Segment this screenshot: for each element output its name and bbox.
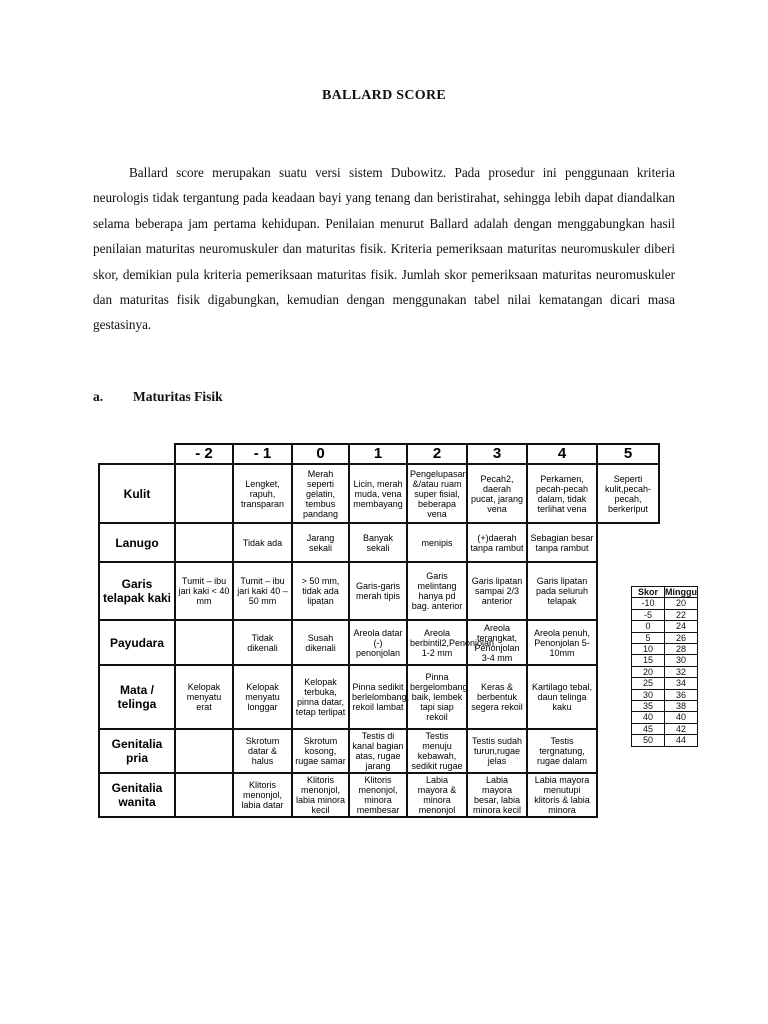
table-row xyxy=(632,632,698,643)
section-number: a. xyxy=(93,389,104,404)
weeks-cell: 24 xyxy=(665,621,698,632)
table-cell: Jarang sekali xyxy=(292,523,349,562)
header-corner xyxy=(99,444,175,464)
table-cell xyxy=(175,464,233,523)
header-score: 2 xyxy=(407,444,467,464)
score-cell: 20 xyxy=(632,666,665,677)
row-label: Mata / telinga xyxy=(99,665,175,729)
weeks-cell: 38 xyxy=(665,701,698,712)
table-cell: Testis sudah turun,rugae jelas xyxy=(467,729,527,773)
weeks-cell: 32 xyxy=(665,666,698,677)
table-row xyxy=(632,678,698,689)
table-row xyxy=(632,609,698,620)
table-cell: Garis melintang hanya pd bag. anterior xyxy=(407,562,467,620)
table-row xyxy=(632,644,698,655)
table-row xyxy=(632,701,698,712)
table-cell: Banyak sekali xyxy=(349,523,407,562)
table-cell: Skrotum datar & halus xyxy=(233,729,292,773)
table-cell: (+)daerah tanpa rambut xyxy=(467,523,527,562)
weeks-cell: 28 xyxy=(665,644,698,655)
score-cell: 35 xyxy=(632,701,665,712)
table-row xyxy=(99,620,659,665)
gestational-age-score-table xyxy=(631,586,698,747)
table-row xyxy=(99,464,659,523)
page-title: BALLARD SCORE xyxy=(321,88,447,103)
table-cell: Merah seperti gelatin, tembus pandang xyxy=(292,464,349,523)
weeks-cell: 34 xyxy=(665,678,698,689)
score-cell: 0 xyxy=(632,621,665,632)
score-cell: 25 xyxy=(632,678,665,689)
header-score: 5 xyxy=(597,444,659,464)
row-label: Genitalia pria xyxy=(99,729,175,773)
table-cell: Kelopak menyatu erat xyxy=(175,665,233,729)
table-cell: Lengket, rapuh, transparan xyxy=(233,464,292,523)
table-cell: Tumit – ibu jari kaki < 40 mm xyxy=(175,562,233,620)
header-score: 4 xyxy=(527,444,597,464)
header-score: - 1 xyxy=(233,444,292,464)
table-cell: Testis menuju kebawah, sedikit rugae xyxy=(407,729,467,773)
table-cell xyxy=(175,729,233,773)
table-cell: Klitoris menonjol, labia datar xyxy=(233,773,292,817)
row-label: Lanugo xyxy=(99,523,175,562)
table-row xyxy=(99,773,659,817)
table-row xyxy=(99,523,659,562)
section-title: Maturitas Fisik xyxy=(133,389,223,404)
table-cell: Skrotum kosong, rugae samar xyxy=(292,729,349,773)
header-score: 1 xyxy=(349,444,407,464)
header-score: 0 xyxy=(292,444,349,464)
table-cell: > 50 mm, tidak ada lipatan xyxy=(292,562,349,620)
weeks-cell: 26 xyxy=(665,632,698,643)
table-cell: Areola datar (-) penonjolan xyxy=(349,620,407,665)
ballard-physical-maturity-table xyxy=(98,443,660,818)
weeks-cell: 40 xyxy=(665,712,698,723)
table-cell: Labia mayora besar, labia minora kecil xyxy=(467,773,527,817)
table-cell: Garis-garis merah tipis xyxy=(349,562,407,620)
row-label: Payudara xyxy=(99,620,175,665)
table-cell: Sebagian besar tanpa rambut xyxy=(527,523,597,562)
table-cell: Tidak dikenali xyxy=(233,620,292,665)
table-cell: Labia mayora menutupi klitoris & labia minora xyxy=(527,773,597,817)
weeks-cell: 30 xyxy=(665,655,698,666)
table-row xyxy=(632,621,698,632)
table-cell: menipis xyxy=(407,523,467,562)
table-cell: Klitoris menonjol, minora membesar xyxy=(349,773,407,817)
table-cell: Garis lipatan sampai 2/3 anterior xyxy=(467,562,527,620)
score-cell: 30 xyxy=(632,689,665,700)
score-cell: 10 xyxy=(632,644,665,655)
score-cell: 45 xyxy=(632,723,665,734)
table-cell: Testis tergnatung, rugae dalam xyxy=(527,729,597,773)
row-label: Genitalia wanita xyxy=(99,773,175,817)
table-cell: Seperti kulit,pecah-pecah, berkeriput xyxy=(597,464,659,523)
table-cell: Testis di kanal bagian atas, rugae jarang xyxy=(349,729,407,773)
section-heading xyxy=(93,389,223,405)
table-cell xyxy=(175,620,233,665)
score-cell: -10 xyxy=(632,598,665,609)
row-label: Kulit xyxy=(99,464,175,523)
empty-cell xyxy=(597,773,659,817)
table-row xyxy=(99,665,659,729)
header-score: - 2 xyxy=(175,444,233,464)
table-cell: Pinna bergelombang baik, lembek tapi siap rekoil xyxy=(407,665,467,729)
weeks-cell: 36 xyxy=(665,689,698,700)
weeks-cell: 42 xyxy=(665,723,698,734)
body-paragraph: Ballard score merupakan suatu versi sistem Dubowitz. Pada prosedur ini penggunaan kriteria neurologis tidak tergantung pada keadaan bayi yang tenang dan beristirahat, sehingga lebih dapat diandalkan selama beberapa jam pertama kehidupan. Penilaian menurut Ballard adalah dengan menggabungkan hasil penilaian maturitas neuromuskuler dan maturitas fisik. Kriteria pemeriksaan maturitas neuromuskuler diberi skor, demikian pula kriteria pemeriksaan maturitas fisik. Jumlah skor pemeriksaan maturitas neuromuskuler dan maturitas fisik digabungkan, kemudian dengan menggunakan tabel nilai kematangan dicari masa gestasinya. xyxy=(93,165,675,333)
table-cell: Kelopak terbuka, pinna datar, tetap terlipat xyxy=(292,665,349,729)
empty-cell xyxy=(597,523,659,562)
table-cell: Areola terangkat, Penonjolan 3-4 mm xyxy=(467,620,527,665)
table-row xyxy=(632,723,698,734)
score-cell: -5 xyxy=(632,609,665,620)
table-row xyxy=(99,562,659,620)
table-cell: Areola penuh, Penonjolan 5- 10mm xyxy=(527,620,597,665)
weeks-cell: 44 xyxy=(665,735,698,746)
table-cell: Tidak ada xyxy=(233,523,292,562)
table-cell xyxy=(175,523,233,562)
table-cell: Kelopak menyatu longgar xyxy=(233,665,292,729)
row-label: Garis telapak kaki xyxy=(99,562,175,620)
score-cell: 50 xyxy=(632,735,665,746)
table-cell: Perkamen, pecah-pecah dalam, tidak terlihat vena xyxy=(527,464,597,523)
table-cell: Tumit – ibu jari kaki 40 –50 mm xyxy=(233,562,292,620)
table-row xyxy=(632,735,698,746)
table-cell: Pinna sedikit berlelombang, rekoil lambat xyxy=(349,665,407,729)
header-score: 3 xyxy=(467,444,527,464)
score-cell: 15 xyxy=(632,655,665,666)
score-header-row xyxy=(632,587,698,598)
table-cell: Pengelupasan &/atau ruam super fisial, beberapa vena xyxy=(407,464,467,523)
score-cell: 40 xyxy=(632,712,665,723)
table-cell: Keras & berbentuk segera rekoil xyxy=(467,665,527,729)
table-row xyxy=(632,689,698,700)
weeks-cell: 20 xyxy=(665,598,698,609)
table-row xyxy=(632,712,698,723)
score-header: Skor xyxy=(632,587,665,598)
weeks-cell: 22 xyxy=(665,609,698,620)
table-cell: Labia mayora & minora menonjol xyxy=(407,773,467,817)
table-row xyxy=(632,666,698,677)
score-cell: 5 xyxy=(632,632,665,643)
table-cell: Susah dikenali xyxy=(292,620,349,665)
table-cell: Kartilago tebal, daun telinga kaku xyxy=(527,665,597,729)
table-cell: Licin, merah muda, vena membayang xyxy=(349,464,407,523)
table-cell: Klitoris menonjol, labia minora kecil xyxy=(292,773,349,817)
table-cell: Pecah2, daerah pucat, jarang vena xyxy=(467,464,527,523)
weeks-header: Minggu xyxy=(665,587,697,597)
table-row xyxy=(632,655,698,666)
table-cell: Garis lipatan pada seluruh telapak xyxy=(527,562,597,620)
header-row xyxy=(99,444,659,464)
table-row xyxy=(99,729,659,773)
table-cell xyxy=(175,773,233,817)
table-cell: Areola berbintil2,Penonjolan 1-2 mm xyxy=(407,620,467,665)
table-row xyxy=(632,598,698,609)
